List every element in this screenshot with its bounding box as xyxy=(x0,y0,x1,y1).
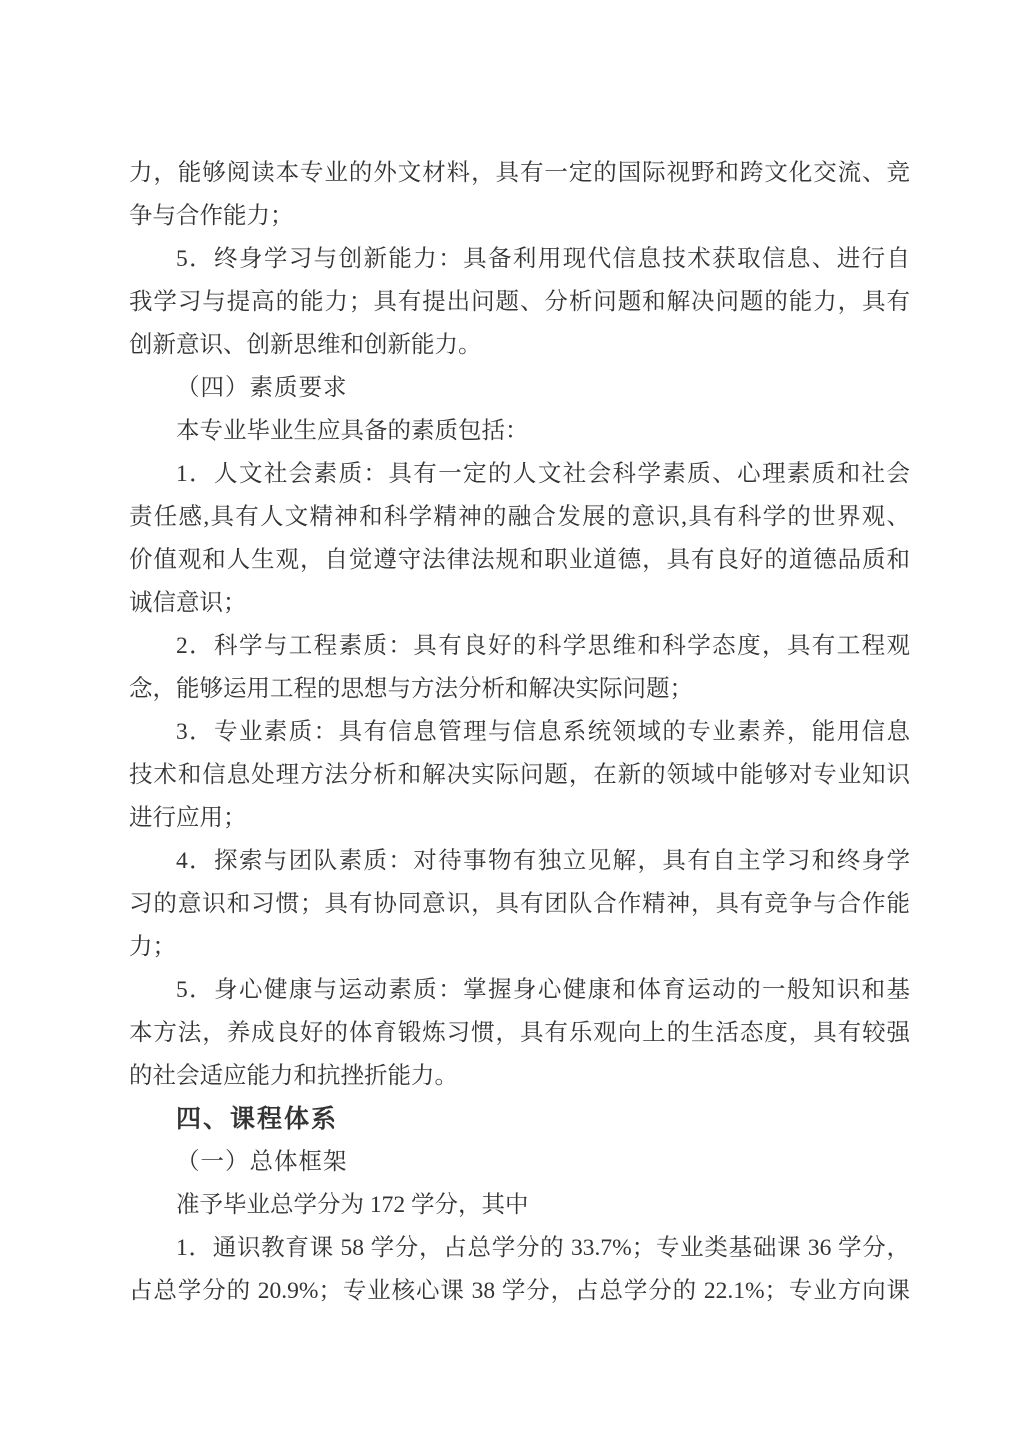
text-line-credit-breakdown: 1．通识教育课 58 学分，占总学分的 33.7%；专业类基础课 36 学分， xyxy=(176,1235,910,1261)
text-line: 技术和信息处理方法分析和解决实际问题，在新的领域中能够对专业知识 xyxy=(129,762,910,788)
document-text xyxy=(129,152,910,1313)
text-line-list-item-5-health: 5．身心健康与运动素质：掌握身心健康和体育运动的一般知识和基 xyxy=(176,977,910,1003)
text-line-list-item-3-professional: 3．专业素质：具有信息管理与信息系统领域的专业素养，能用信息 xyxy=(176,719,910,745)
section-heading-curriculum-system: 四、课程体系 xyxy=(176,1105,339,1133)
text-line-list-item-5-ability: 5．终身学习与创新能力：具备利用现代信息技术获取信息、进行自 xyxy=(176,246,910,272)
text-line: 创新意识、创新思维和创新能力。 xyxy=(129,332,482,358)
text-line: 力； xyxy=(129,934,176,960)
text-line-list-item-4-teamwork: 4．探索与团队素质：对待事物有独立见解，具有自主学习和终身学 xyxy=(176,848,910,874)
text-line: 争与合作能力； xyxy=(129,203,294,229)
text-line-list-item-2-science-engineering: 2．科学与工程素质：具有良好的科学思维和科学态度，具有工程观 xyxy=(176,633,910,659)
subsection-heading-quality-requirements: （四）素质要求 xyxy=(176,375,348,401)
text-line: 念，能够运用工程的思想与方法分析和解决实际问题； xyxy=(129,676,693,702)
text-line: 占总学分的 20.9%；专业核心课 38 学分，占总学分的 22.1%；专业方向课 xyxy=(129,1278,910,1304)
text-line: 我学习与提高的能力；具有提出问题、分析问题和解决问题的能力，具有 xyxy=(129,289,910,315)
text-line: 的社会适应能力和抗挫折能力。 xyxy=(129,1063,458,1089)
text-line: 进行应用； xyxy=(129,805,247,831)
text-line: 责任感,具有人文精神和科学精神的融合发展的意识,具有科学的世界观、 xyxy=(129,504,910,530)
text-line: 诚信意识； xyxy=(129,590,247,616)
text-line: 价值观和人生观，自觉遵守法律法规和职业道德，具有良好的道德品质和 xyxy=(129,547,910,573)
subsection-heading-overall-framework: （一）总体框架 xyxy=(176,1149,348,1175)
text-line-quality-intro: 本专业毕业生应具备的素质包括： xyxy=(176,418,529,444)
text-line-list-item-1-humanities: 1．人文社会素质：具有一定的人文社会科学素质、心理素质和社会 xyxy=(176,461,910,487)
text-line: 本方法，养成良好的体育锻炼习惯，具有乐观向上的生活态度，具有较强 xyxy=(129,1020,910,1046)
text-line: 习的意识和习惯；具有协同意识，具有团队合作精神，具有竞争与合作能 xyxy=(129,891,910,917)
text-line: 力，能够阅读本专业的外文材料，具有一定的国际视野和跨文化交流、竞 xyxy=(129,160,910,186)
text-line-total-credits: 准予毕业总学分为 172 学分，其中 xyxy=(176,1192,529,1218)
